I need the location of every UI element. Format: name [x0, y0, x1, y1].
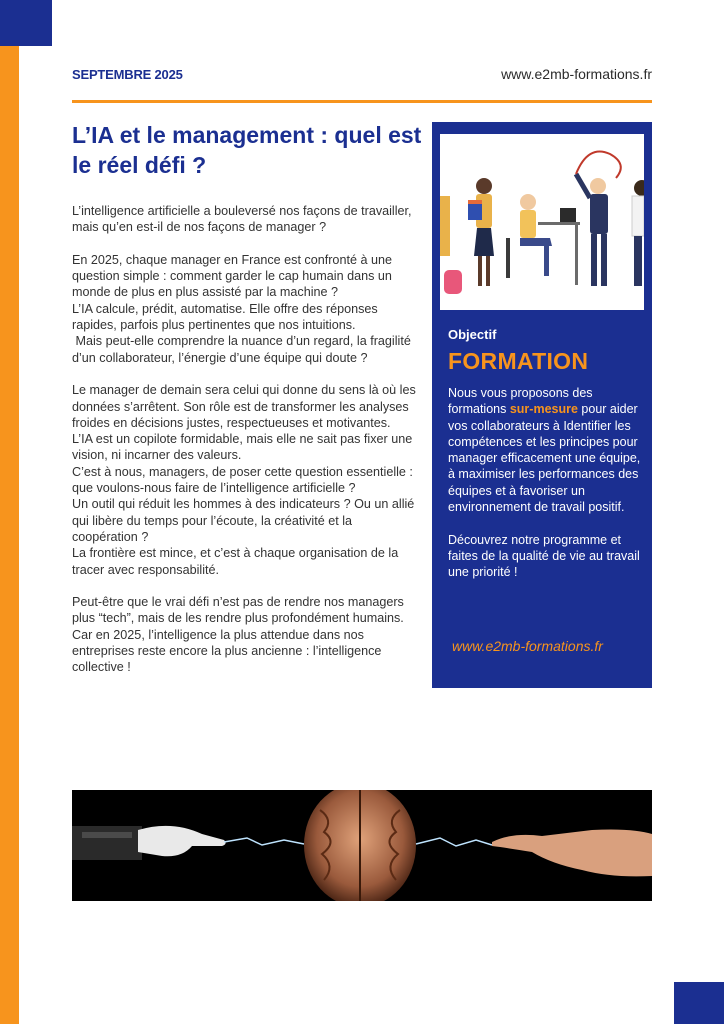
sidebar-text-end: pour aider vos collaborateurs à Identifier les compétences et les principes pour manager efficacement une équipe, à maximiser les performances des équipes et à favoriser un environnement de travail positif.	[448, 402, 641, 515]
formation-sidebar	[432, 122, 652, 688]
article-paragraph: L’intelligence artificielle a bouleversé nos façons de travailler, mais qu’en est-il de nos façons de manager ?	[72, 204, 412, 235]
sidebar-closing: Découvrez notre programme et faites de la qualité de vie au travail une priorité !	[448, 532, 640, 580]
article-title: L’IA et le management : quel est le réel défi ?	[72, 122, 422, 178]
article-paragraph: Peut-être que le vrai défi n’est pas de rendre nos managers plus “tech”, mais de les rendre plus profondément humains.	[72, 595, 404, 626]
article-paragraph: En 2025, chaque manager en France est confronté à une question simple : comment garder le cap humain dans un monde de plus en plus assisté par la machine ?	[72, 252, 392, 300]
sidebar-highlight: sur-mesure	[509, 402, 578, 417]
orange-side-stripe	[0, 0, 19, 1024]
objective-label: Objectif	[448, 327, 497, 342]
sidebar-text-start: Nous vous proposons des formations	[448, 386, 593, 417]
paragraph-spacer	[72, 578, 417, 594]
article-paragraph: L’IA est un copilote formidable, mais elle ne sait pas fixer une vision, ni incarner des valeurs.	[72, 432, 413, 463]
issue-date: SEPTEMBRE 2025	[72, 67, 183, 82]
header-website: www.e2mb-formations.fr	[501, 66, 652, 82]
paragraph-spacer	[72, 236, 417, 252]
header-divider	[72, 100, 652, 103]
paragraph-spacer	[72, 366, 417, 382]
ai-human-brain-image	[72, 790, 652, 901]
article-paragraph: Mais peut-elle comprendre la nuance d’un regard, la fragilité d’un collaborateur, l’énergie d’une équipe qui doute ?	[72, 334, 415, 365]
team-illustration	[440, 134, 644, 310]
corner-block-bottom-right	[674, 982, 724, 1024]
article-paragraph: Car en 2025, l’intelligence la plus attendue dans nos entreprises reste encore la plus ancienne : l’intelligence collective !	[72, 627, 382, 675]
article-paragraph: C’est à nous, managers, de poser cette question essentielle : que voulons-nous faire de l’intelligence artificielle ?	[72, 464, 413, 496]
article-body	[72, 203, 417, 676]
objective-title: FORMATION	[448, 348, 589, 374]
article-paragraph: Un outil qui réduit les hommes à des indicateurs ? Ou un allié qui libère du temps pour l’écoute, la créativité et la coopération ?	[72, 497, 415, 544]
article-paragraph: La frontière est mince, et c’est à chaque organisation de la tracer avec responsabilité.	[72, 546, 399, 577]
article-paragraph: Le manager de demain sera celui qui donne du sens là où les données s’arrêtent. Son rôle est de transformer les analyses froides en décisions justes, respectueuses et motivantes.	[72, 383, 416, 430]
corner-block-top-left	[0, 0, 52, 46]
paragraph-spacer	[448, 515, 644, 531]
article-paragraph: L’IA calcule, prédit, automatise. Elle offre des réponses rapides, parfois plus pertinentes que nos intuitions.	[72, 301, 378, 333]
sidebar-description	[448, 385, 644, 581]
sidebar-paragraph	[448, 385, 644, 515]
sidebar-website-link[interactable]: www.e2mb-formations.fr	[452, 638, 603, 654]
